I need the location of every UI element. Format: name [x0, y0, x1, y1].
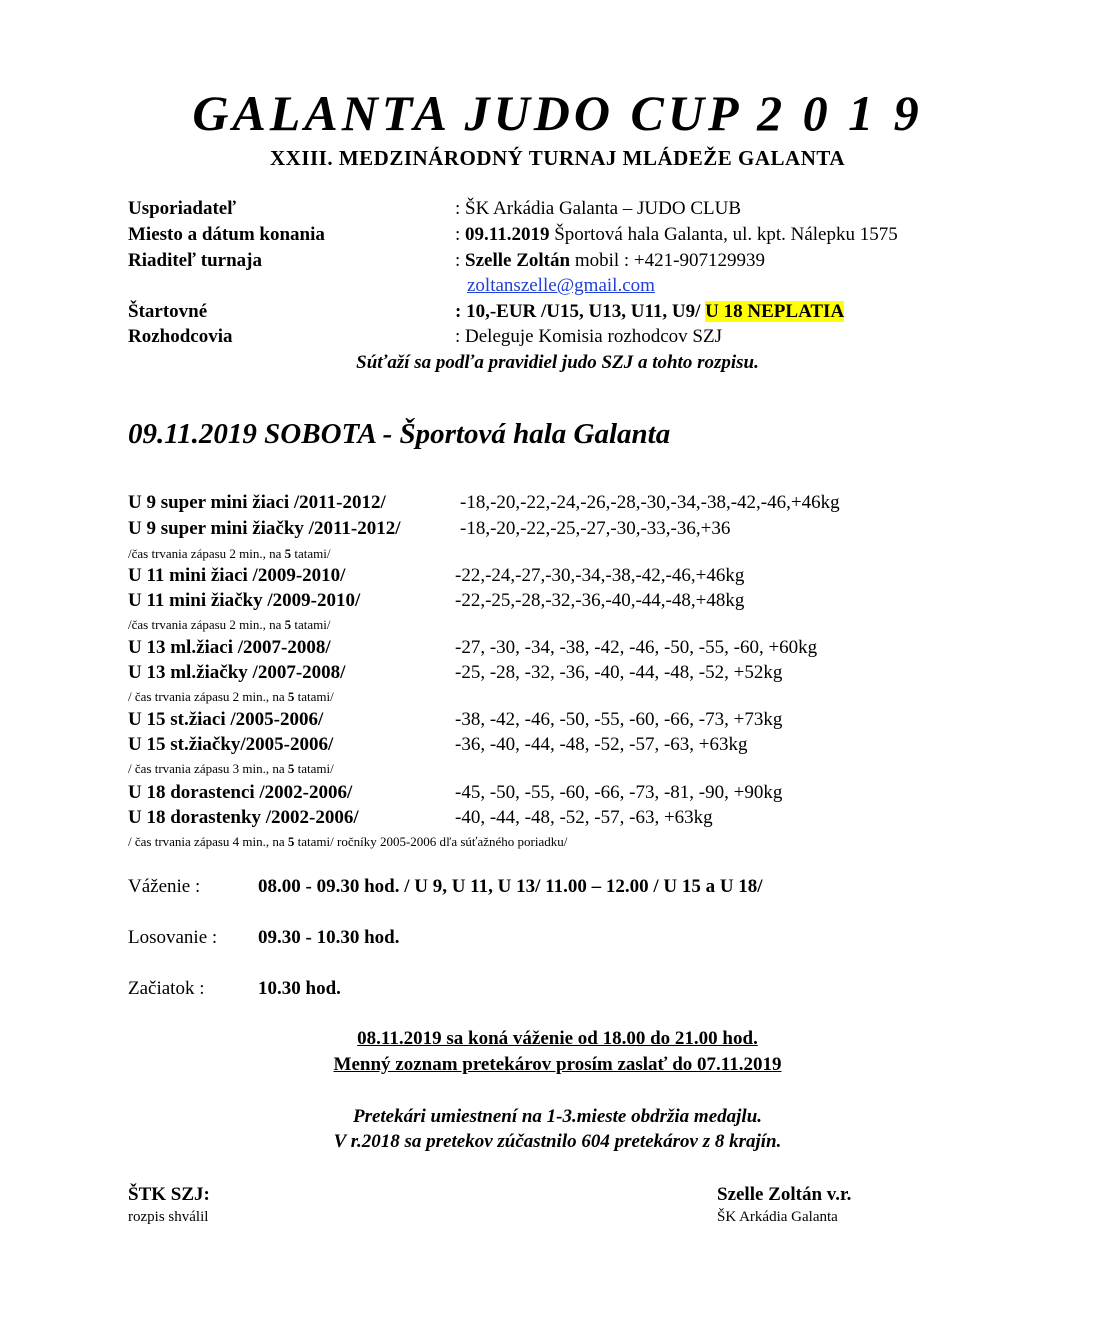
- category-weights: -22,-24,-27,-30,-34,-38,-42,-46,+46kg: [455, 565, 745, 586]
- day-heading: 09.11.2019 SOBOTA - Športová hala Galanta: [128, 418, 671, 450]
- category-weights: -40, -44, -48, -52, -57, -63, +63kg: [455, 807, 713, 828]
- category-name: U 18 dorastenci /2002-2006/: [128, 782, 353, 803]
- category-name: U 18 dorastenky /2002-2006/: [128, 807, 359, 828]
- fee-highlight: U 18 NEPLATIA: [705, 301, 845, 322]
- director-value: : Szelle Zoltán mobil : +421-907129939: [455, 250, 765, 271]
- weighing-label: Váženie :: [128, 876, 201, 897]
- venue-value: : 09.11.2019 Športová hala Galanta, ul. kpt. Nálepku 1575: [455, 224, 898, 245]
- category-name: U 11 mini žiačky /2009-2010/: [128, 590, 361, 611]
- page-title: GALANTA JUDO CUP 2 0 1 9: [192, 85, 923, 141]
- director-phone: mobil : +421-907129939: [570, 250, 765, 271]
- venue-date: 09.11.2019: [465, 224, 550, 245]
- category-name: U 9 super mini žiačky /2011-2012/: [128, 518, 401, 539]
- director-email-link[interactable]: zoltanszelle@gmail.com: [467, 275, 655, 296]
- category-weights: -36, -40, -44, -48, -52, -57, -63, +63kg: [455, 734, 748, 755]
- start-value: 10.30 hod.: [258, 978, 341, 999]
- weighing-value: 08.00 - 09.30 hod. / U 9, U 11, U 13/ 11.00 – 12.00 / U 15 a U 18/: [258, 876, 763, 897]
- signature-left-title: ŠTK SZJ:: [128, 1184, 210, 1205]
- referees-value: : Deleguje Komisia rozhodcov SZJ: [455, 326, 723, 347]
- category-weights: -18,-20,-22,-25,-27,-30,-33,-36,+36: [460, 518, 731, 539]
- organizer-label: Usporiadateľ: [128, 198, 237, 219]
- category-name: U 15 st.žiačky/2005-2006/: [128, 734, 334, 755]
- category-name: U 13 ml.žiaci /2007-2008/: [128, 637, 331, 658]
- signature-left-sub: rozpis shválil: [128, 1209, 209, 1225]
- venue-label: Miesto a dátum konania: [128, 224, 325, 245]
- page-subtitle: XXIII. MEDZINÁRODNÝ TURNAJ MLÁDEŽE GALANTA: [269, 146, 846, 170]
- start-label: Začiatok :: [128, 978, 205, 999]
- bout-note: /čas trvania zápasu 2 min., na 5 tatami/: [128, 546, 331, 561]
- organizer-value: : ŠK Arkádia Galanta – JUDO CLUB: [455, 198, 742, 219]
- category-weights: -45, -50, -55, -60, -66, -73, -81, -90, +90kg: [455, 782, 783, 803]
- director-label: Riaditeľ turnaja: [128, 250, 262, 271]
- category-name: U 13 ml.žiačky /2007-2008/: [128, 662, 346, 683]
- registration-notice: Menný zoznam pretekárov prosím zaslať do 07.11.2019: [333, 1054, 782, 1075]
- bout-note: / čas trvania zápasu 2 min., na 5 tatami/: [128, 689, 334, 704]
- rules-note: Súťaží sa podľa pravidiel judo SZJ a tohto rozpisu.: [356, 352, 759, 373]
- weighing-notice: 08.11.2019 sa koná váženie od 18.00 do 21.00 hod.: [357, 1028, 758, 1049]
- draw-label: Losovanie :: [128, 927, 218, 948]
- bout-note: / čas trvania zápasu 3 min., na 5 tatami/: [128, 761, 334, 776]
- category-weights: -25, -28, -32, -36, -40, -44, -48, -52, +52kg: [455, 662, 783, 683]
- fee-label: Štartovné: [128, 301, 208, 322]
- category-weights: -38, -42, -46, -50, -55, -60, -66, -73, +73kg: [455, 709, 783, 730]
- signature-right-title: Szelle Zoltán v.r.: [717, 1184, 852, 1205]
- referees-label: Rozhodcovia: [128, 326, 233, 347]
- draw-value: 09.30 - 10.30 hod.: [258, 927, 400, 948]
- history-note: V r.2018 sa pretekov zúčastnilo 604 pretekárov z 8 krajín.: [333, 1131, 782, 1152]
- category-weights: -27, -30, -34, -38, -42, -46, -50, -55, -60, +60kg: [455, 637, 818, 658]
- director-name: Szelle Zoltán: [465, 250, 571, 271]
- category-weights: -18,-20,-22,-24,-26,-28,-30,-34,-38,-42,-46,+46kg: [460, 492, 840, 513]
- category-weights: -22,-25,-28,-32,-36,-40,-44,-48,+48kg: [455, 590, 745, 611]
- fee-value: : 10,-EUR /U15, U13, U11, U9/ U 18 NEPLATIA: [455, 301, 845, 322]
- bout-note: / čas trvania zápasu 4 min., na 5 tatami/ ročníky 2005-2006 dľa súťažného poriadku/: [128, 834, 568, 849]
- medal-note: Pretekári umiestnení na 1-3.mieste obdržia medajlu.: [352, 1106, 763, 1127]
- bout-note: /čas trvania zápasu 2 min., na 5 tatami/: [128, 617, 331, 632]
- signature-right-sub: ŠK Arkádia Galanta: [717, 1209, 838, 1225]
- category-name: U 11 mini žiaci /2009-2010/: [128, 565, 346, 586]
- category-name: U 9 super mini žiaci /2011-2012/: [128, 492, 386, 513]
- category-name: U 15 st.žiaci /2005-2006/: [128, 709, 324, 730]
